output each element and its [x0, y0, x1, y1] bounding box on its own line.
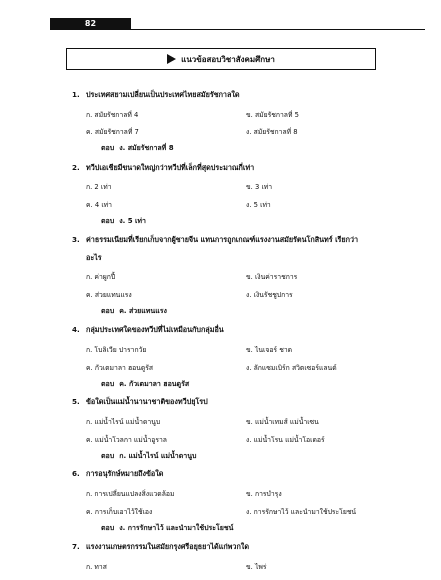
arrow-right-icon [167, 54, 176, 64]
answer-line [101, 379, 189, 390]
option-d: ง. แม่น้ำโรน แม่น้ำโอเดอร์ [246, 436, 325, 444]
answer-label: ตอบ [101, 307, 115, 315]
option-a: ก. ค่าผูกปี้ [86, 273, 116, 281]
option-c: ค. ส่วยแทนแรง [86, 291, 132, 299]
answer-line [101, 216, 146, 227]
option-b: ข. 3 เท่า [246, 183, 273, 191]
option-d: ง. เงินรัชชูปการ [246, 291, 293, 299]
question-number: 1. [72, 90, 80, 99]
question-4 [72, 325, 224, 336]
section-title: แนวข้อสอบวิชาสังคมศึกษา [181, 54, 275, 64]
option-d: ง. สมัยรัชกาลที่ 8 [246, 128, 298, 136]
answer-text: ค. ส่วยแทนแรง [119, 307, 167, 315]
answer-line [101, 451, 196, 462]
page-number: 82 [84, 19, 97, 28]
answer-line [101, 523, 233, 534]
option-c: ค. แม่น้ำโวลกา แม่น้ำอูราล [86, 436, 167, 444]
answer-label: ตอบ [101, 217, 115, 225]
question-2 [72, 163, 254, 174]
question-text: แรงงานเกษตรกรรมในสมัยกรุงศรีอยุธยาได้แก่พวกใด [86, 542, 249, 551]
option-b: ข. สมัยรัชกาลที่ 5 [246, 111, 299, 119]
question-5 [72, 397, 208, 408]
answer-label: ตอบ [101, 452, 115, 460]
question-3 [72, 235, 358, 246]
question-1 [72, 90, 240, 101]
option-b: ข. แม่น้ำเทมส์ แม่น้ำเซน [246, 418, 319, 426]
option-b: ข. การบำรุง [246, 490, 282, 498]
answer-line [101, 143, 174, 154]
question-text: ข้อใดเป็นแม่น้ำนานาชาติของทวีปยุโรป [86, 397, 208, 406]
question-number: 7. [72, 542, 80, 551]
answer-label: ตอบ [101, 380, 115, 388]
option-b: ข. ไพร่ [246, 563, 267, 571]
answer-label: ตอบ [101, 524, 115, 532]
question-text: ทวีปเอเชียมีขนาดใหญ่กว่าทวีปที่เล็กที่สุดประมาณกี่เท่า [86, 163, 255, 172]
answer-text: ง. 5 เท่า [119, 217, 146, 225]
page-number-bar [50, 18, 131, 30]
option-a: ก. ทาส [86, 563, 107, 571]
question-number: 3. [72, 235, 80, 244]
question-text: ประเทศสยามเปลี่ยนเป็นประเทศไทยสมัยรัชกาลใด [86, 90, 240, 99]
option-a: ก. แม่น้ำไรน์ แม่น้ำดานูบ [86, 418, 161, 426]
answer-text: ง. สมัยรัชกาลที่ 8 [119, 144, 174, 152]
question-number: 5. [72, 397, 80, 406]
option-b: ข. ไนเจอร์ ชาด [246, 346, 293, 354]
option-c: ค. 4 เท่า [86, 201, 112, 209]
question-3-continuation: อะไร [86, 253, 102, 262]
answer-label: ตอบ [101, 144, 115, 152]
answer-text: ก. แม่น้ำไรน์ แม่น้ำดานูบ [119, 452, 197, 460]
option-a: ก. สมัยรัชกาลที่ 4 [86, 111, 139, 119]
answer-text: ง. การรักษาไว้ และนำมาใช้ประโยชน์ [119, 524, 234, 532]
option-c: ค. กัวเตมาลา ฮอนดูรัส [86, 364, 154, 372]
question-text: การอนุรักษ์หมายถึงข้อใด [86, 469, 164, 478]
answer-text: ค. กัวเตมาลา ฮอนดูรัส [119, 380, 190, 388]
question-number: 4. [72, 325, 80, 334]
option-c: ค. สมัยรัชกาลที่ 7 [86, 128, 139, 136]
question-6 [72, 469, 163, 480]
option-d: ง. ลักแซมเบิร์ก สวิตเซอร์แลนด์ [246, 364, 337, 372]
question-text: กลุ่มประเทศใดของทวีปที่ไม่เหมือนกับกลุ่มอื่น [86, 325, 224, 334]
option-b: ข. เงินค่าราชการ [246, 273, 298, 281]
section-heading-box [66, 48, 376, 70]
option-d: ง. การรักษาไว้ และนำมาใช้ประโยชน์ [246, 508, 357, 516]
option-d: ง. 5 เท่า [246, 201, 271, 209]
question-number: 2. [72, 163, 80, 172]
question-number: 6. [72, 469, 80, 478]
answer-line [101, 306, 167, 317]
option-a: ก. โบลิเวีย ปารากวัย [86, 346, 147, 354]
question-text: ค่าธรรมเนียมที่เรียกเก็บจากผู้ชายจีน แทนการถูกเกณฑ์แรงงานสมัยรัตนโกสินทร์ เรียกว่า [86, 235, 359, 244]
option-a: ก. 2 เท่า [86, 183, 112, 191]
question-7 [72, 542, 249, 553]
header-rule [131, 29, 425, 30]
option-a: ก. การเปลี่ยนแปลงสิ่งแวดล้อม [86, 490, 175, 498]
option-c: ค. การเก็บเอาไว้ใช้เอง [86, 508, 153, 516]
